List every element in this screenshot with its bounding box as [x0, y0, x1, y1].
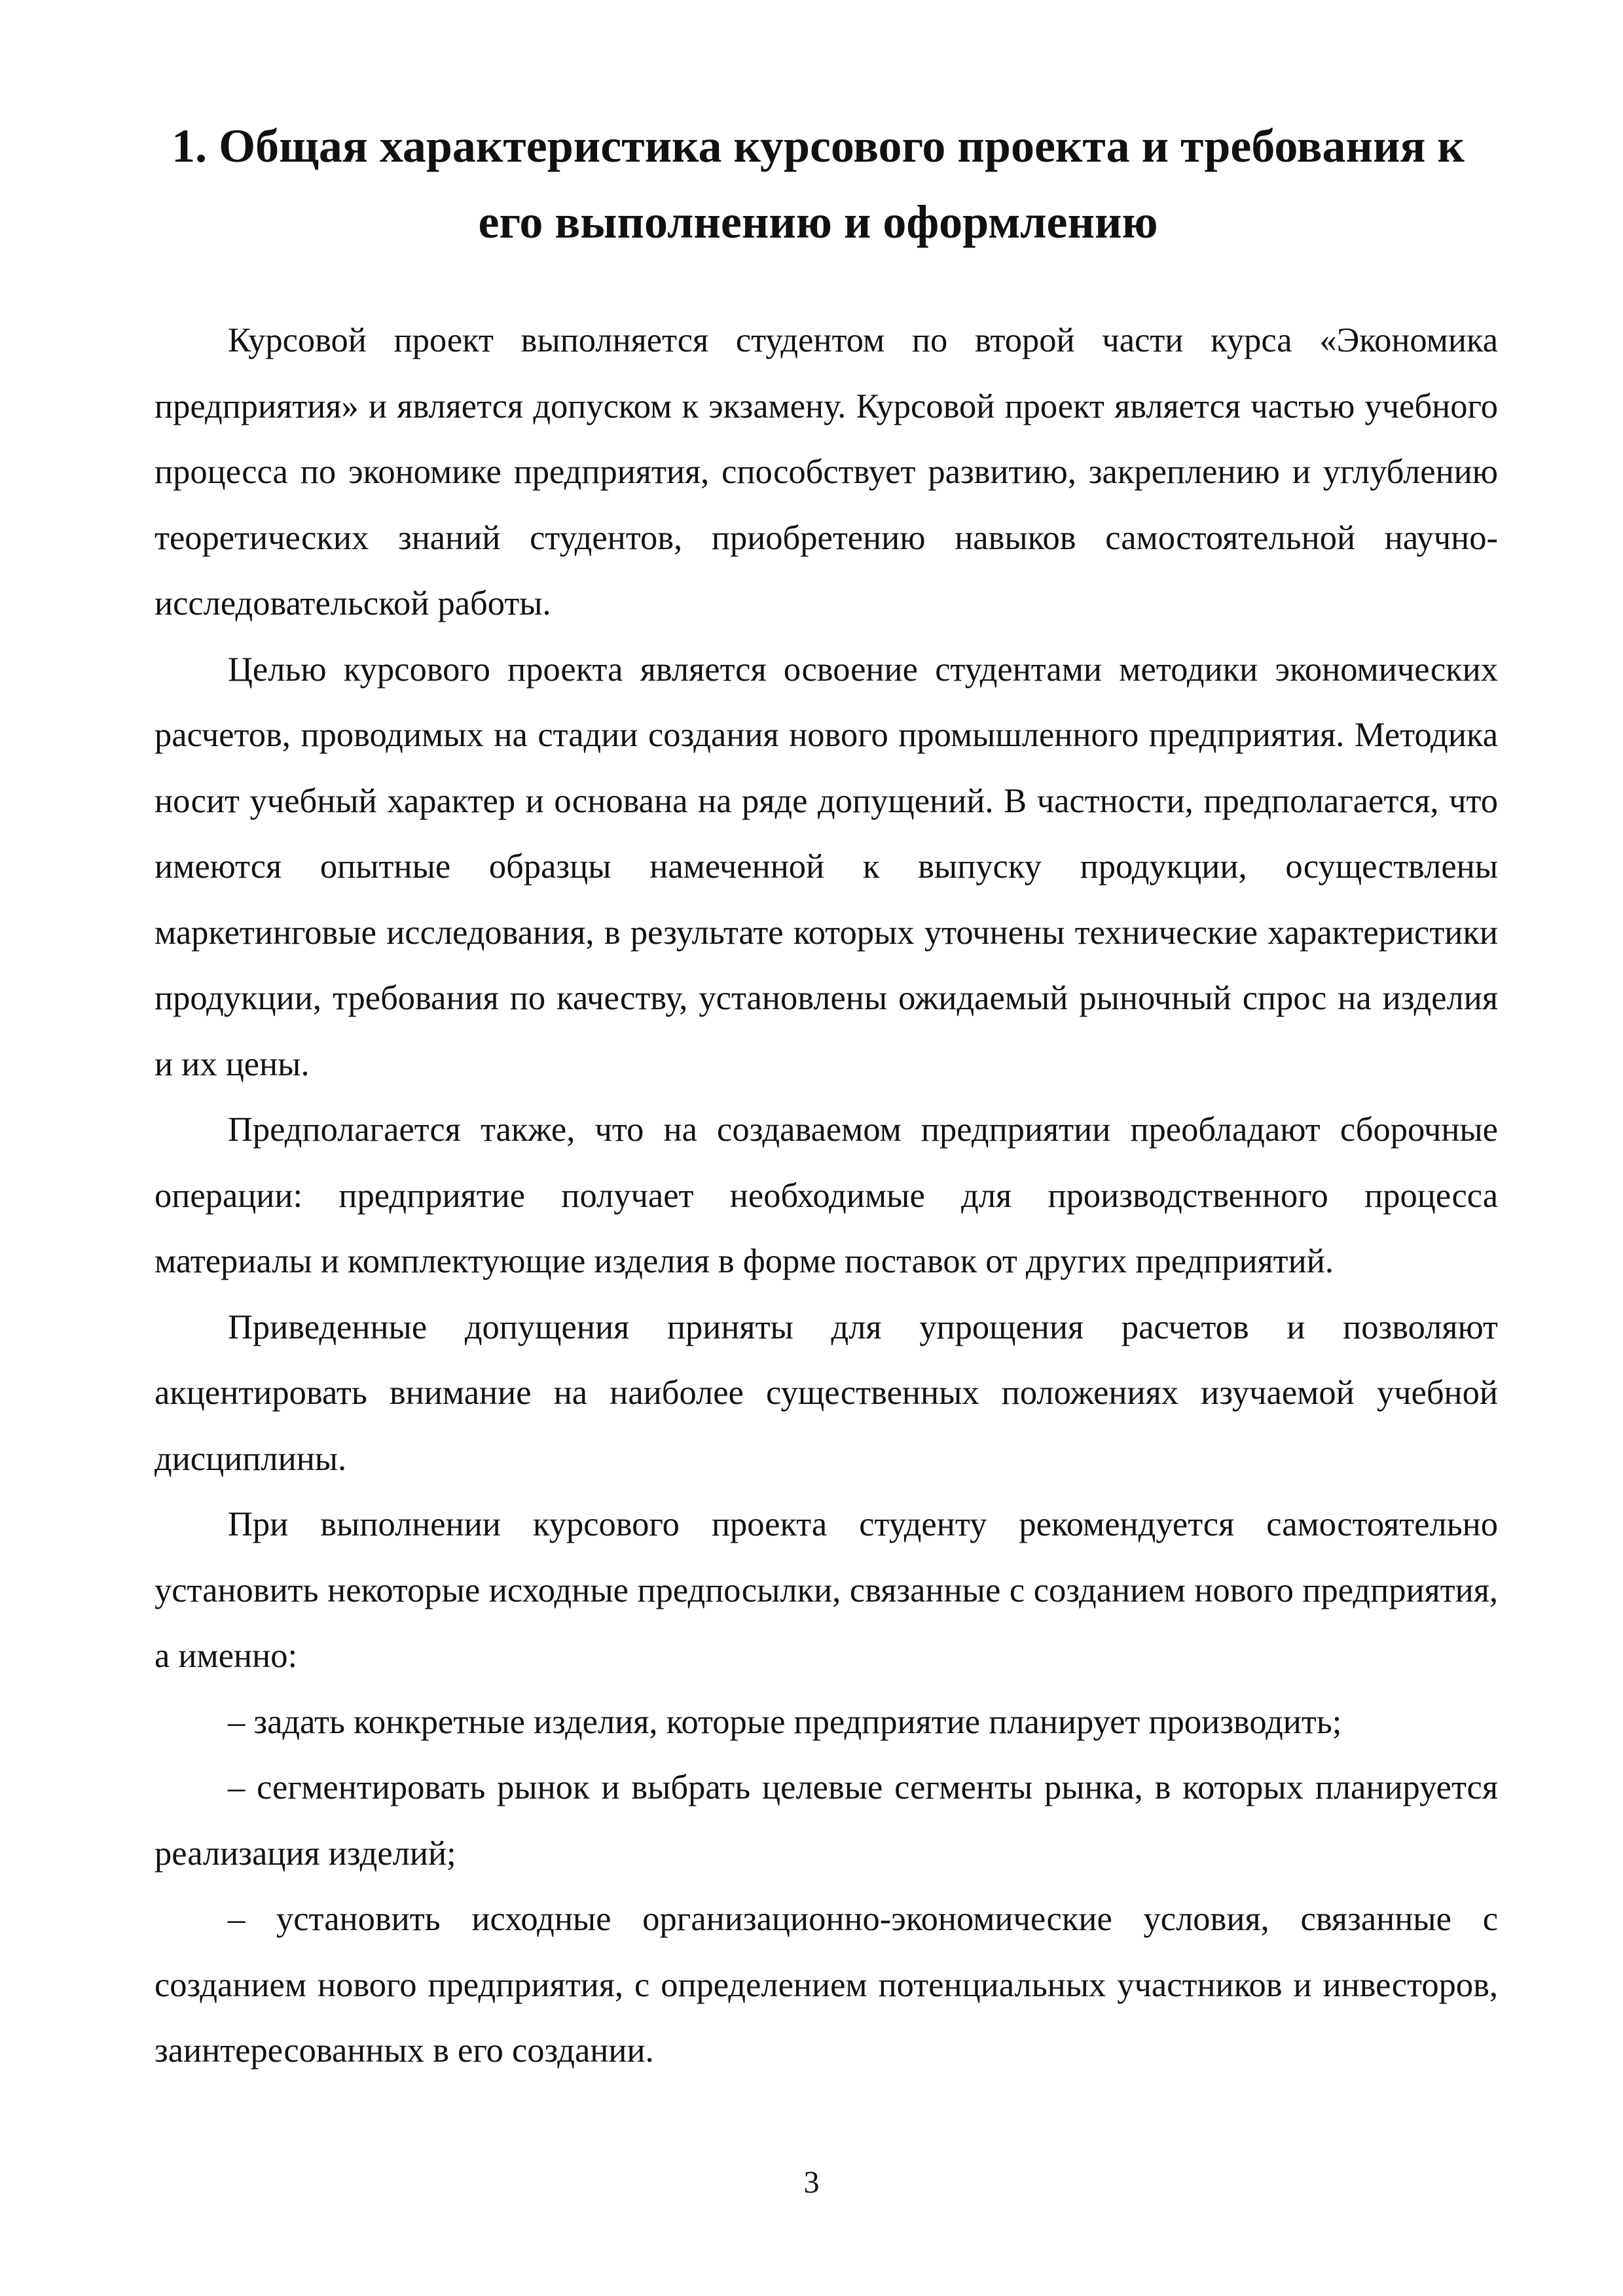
list-item-conditions: – установить исходные организационно-экономические условия, связанные с созданием нового предприятия, с определением потенциальных участников и инвесторов, заинтересованных в его создании.: [155, 1900, 1498, 2070]
page-number: 3: [803, 2165, 820, 2200]
body-text: [155, 308, 1498, 2084]
paragraph-simplification: Приведенные допущения приняты для упрощения расчетов и позволяют акцентировать внимание на наиболее существенных положениях изучаемой учебной дисциплины.: [155, 1308, 1498, 1478]
paragraph-assumption: Предполагается также, что на создаваемом предприятии преобладают сборочные операции: предприятие получает необходимые для производственного процесса материалы и комплектующие изделия в форме поставок от других предприятий.: [155, 1111, 1498, 1280]
paragraph-goal: Целью курсового проекта является освоение студентами методики экономических расчетов, проводимых на стадии создания нового промышленного предприятия. Методика носит учебный характер и основана на ряде допущений. В частности, предполагается, что имеются опытные образцы намеченной к выпуску продукции, осуществлены маркетинговые исследования, в результате которых уточнены технические характеристики продукции, требования по качеству, установлены ожидаемый рыночный спрос на изделия и их цены.: [155, 650, 1498, 1083]
list-item-products: – задать конкретные изделия, которые предприятие планирует производить;: [228, 1702, 1342, 1741]
section-heading: [131, 108, 1505, 260]
heading-line-1: 1. Общая характеристика курсового проекта и требования к: [172, 120, 1465, 172]
heading-line-2: его выполнению и оформлению: [478, 196, 1158, 248]
list-item-market: – сегментировать рынок и выбрать целевые сегменты рынка, в которых планируется реализация изделий;: [155, 1768, 1498, 1873]
paragraph-purpose: Курсовой проект выполняется студентом по второй части курса «Экономика предприятия» и является допуском к экзамену. Курсовой проект является частью учебного процесса по экономике предприятия, способствует развитию, закреплению и углублению теоретических знаний студентов, приобретению навыков самостоятельной научно-исследовательской работы.: [155, 321, 1498, 622]
paragraph-recommendation: При выполнении курсового проекта студенту рекомендуется самостоятельно установить некоторые исходные предпосылки, связанные с созданием нового предприятия, а именно:: [155, 1505, 1498, 1675]
